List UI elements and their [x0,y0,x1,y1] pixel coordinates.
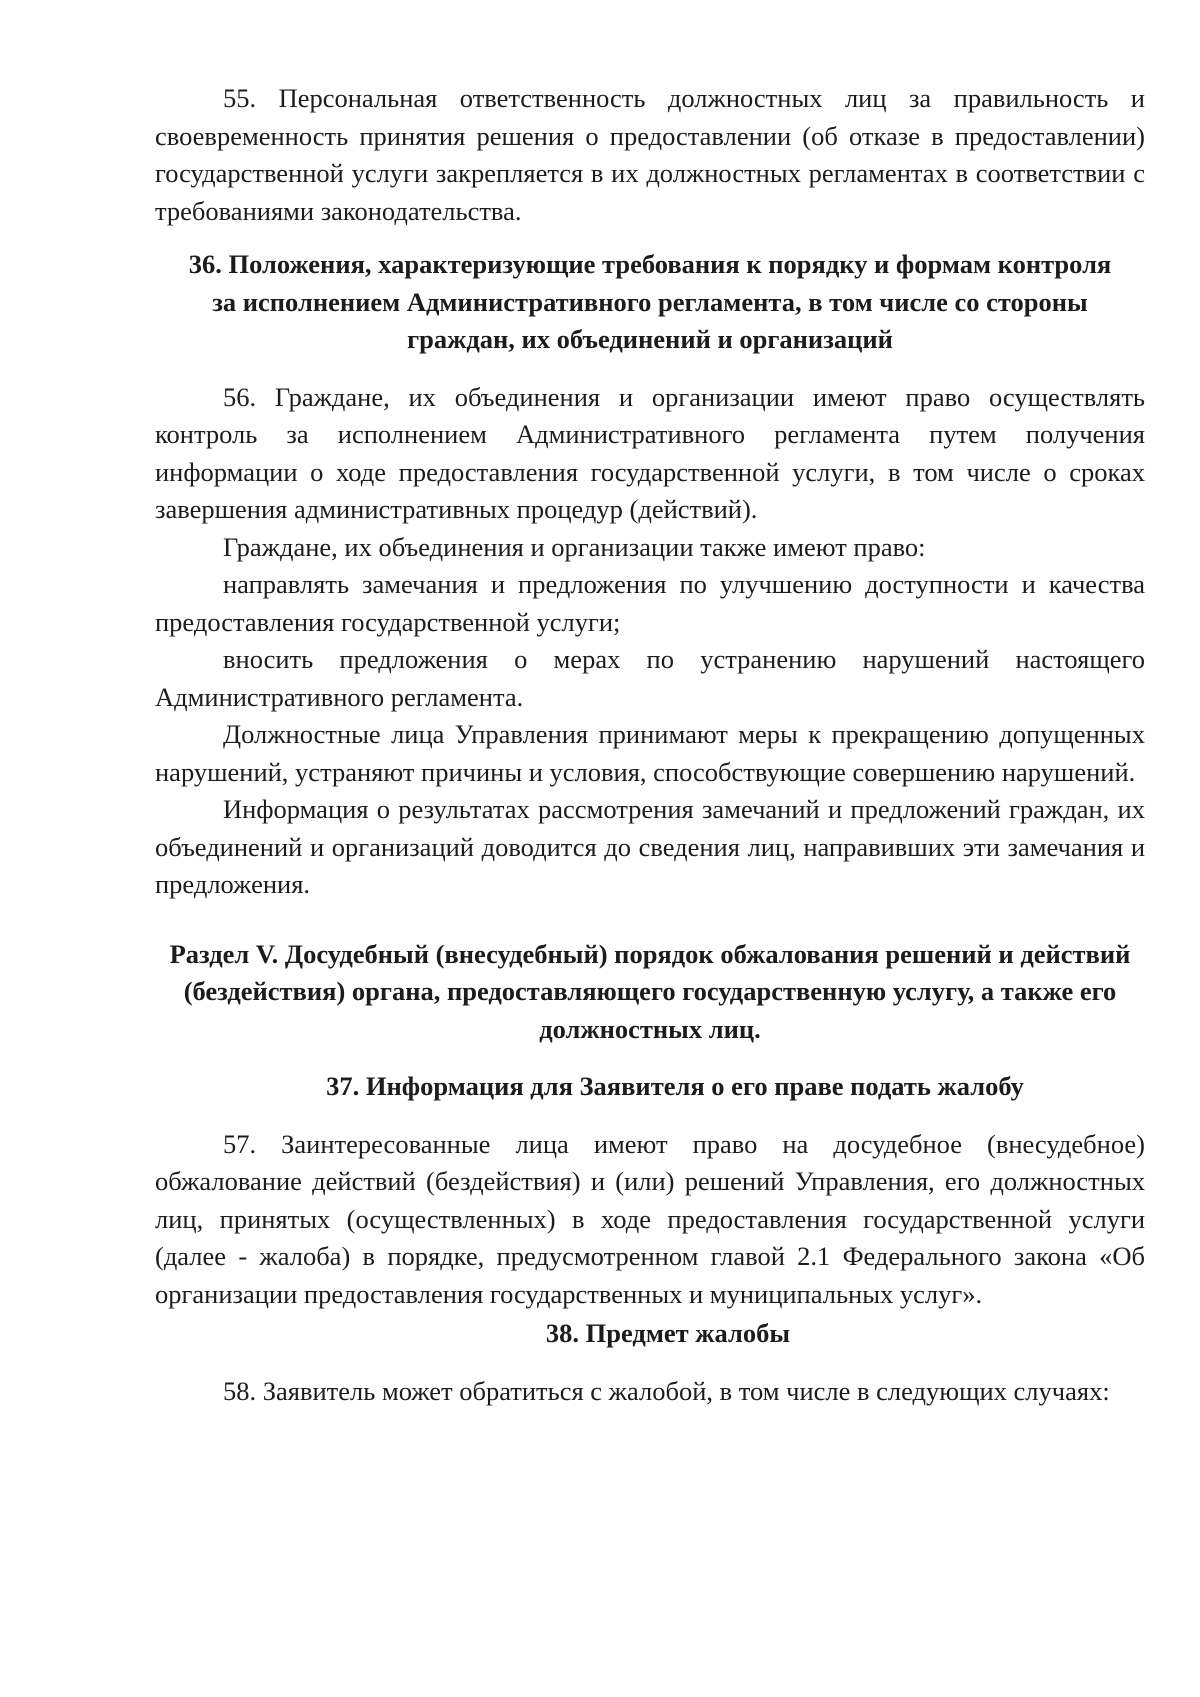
paragraph-56-officials: Должностные лица Управления принимают меры к прекращению допущенных нарушений, устраняют причины и условия, способствующие совершению нарушений. [155,719,1145,787]
paragraph-56: 56. Граждане, их объединения и организации имеют право осуществлять контроль за исполнением Административного регламента путем получения информации о ходе предоставления государственной услуги, в том числе о сроках завершения административных процедур (действий). [155,381,1145,524]
paragraph-55: 55. Персональная ответственность должностных лиц за правильность и своевременность принятия решения о предоставлении (об отказе в предоставлении) государственной услуги закрепляется в их должностных регламентах в соответствии с требованиями законодательства. [155,83,1145,226]
paragraph-56-rights-intro: Граждане, их объединения и организации также имеют право: [223,531,926,562]
paragraph-58: 58. Заявитель может обратиться с жалобой, в том числе в следующих случаях: [223,1375,1110,1406]
paragraph-56-info: Информация о результатах рассмотрения замечаний и предложений граждан, их объединений и организаций доводится до сведения лиц, направивших эти замечания и предложения. [155,794,1145,899]
heading-38: 38. Предмет жалобы [545,1318,791,1348]
heading-37: 37. Информация для Заявителя о его праве подать жалобу [326,1071,1024,1101]
heading-36: 36. Положения, характеризующие требования к порядку и формам контроля за исполнением Административного регламента, в том числе со стороны граждан, их объединений и организаций [188,249,1112,354]
document-page [155,80,1145,1410]
paragraph-56-right-2: вносить предложения о мерах по устранению нарушений настоящего Административного регламента. [155,644,1145,712]
paragraph-57: 57. Заинтересованные лица имеют право на досудебное (внесудебное) обжалование действий (бездействия) и (или) решений Управления, его должностных лиц, принятых (осуществленных) в ходе предоставления государственной услуги (далее - жалоба) в порядке, предусмотренном главой 2.1 Федерального закона «Об организации предоставления государственных и муниципальных услуг». [155,1128,1145,1309]
section-5-heading: Раздел V. Досудебный (внесудебный) порядок обжалования решений и действий (бездействия) органа, предоставляющего государственную услугу, а также его должностных лиц. [169,938,1131,1044]
paragraph-56-right-1: направлять замечания и предложения по улучшению доступности и качества предоставления государственной услуги; [155,569,1145,637]
